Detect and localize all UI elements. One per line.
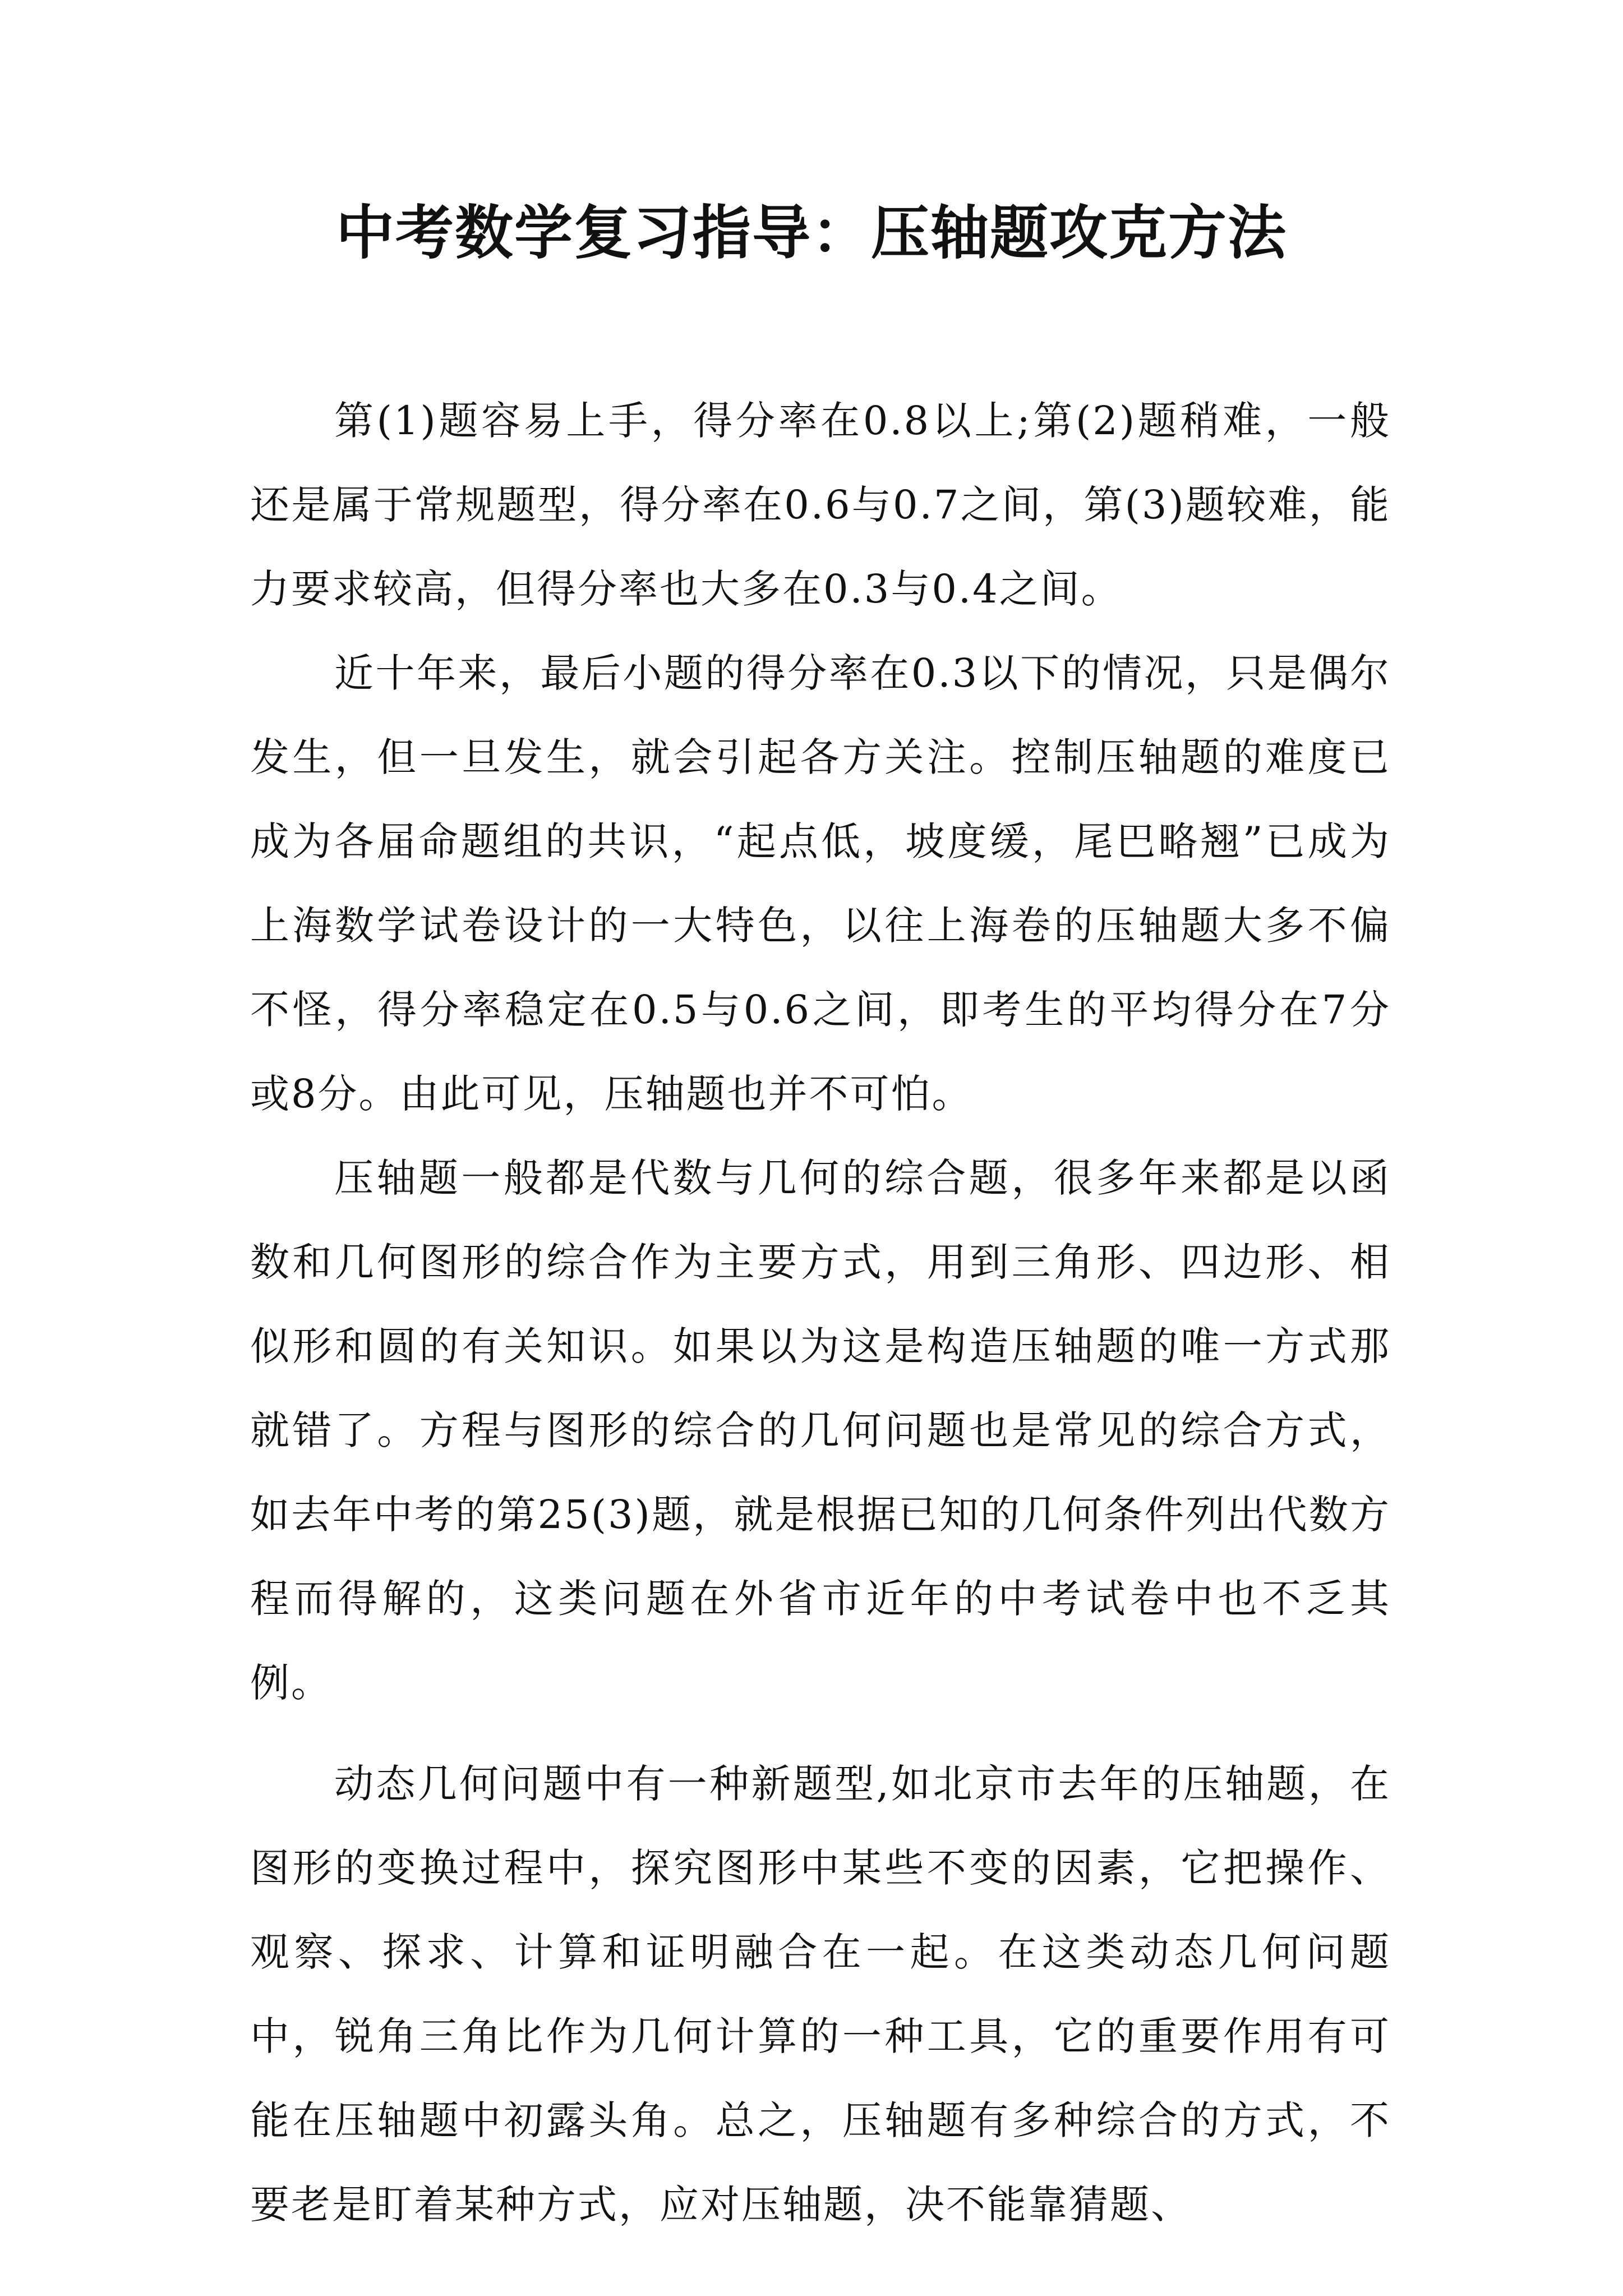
paragraph-1: 第(1)题容易上手，得分率在0.8以上;第(2)题稍难，一般还是属于常规题型，得分率在0.6与0.7之间，第(3)题较难，能力要求较高，但得分率也大多在0.3与0.4之间。 [250,398,1391,612]
document-body [250,379,1391,2247]
paragraph-2: 近十年来，最后小题的得分率在0.3以下的情况，只是偶尔发生，但一旦发生，就会引起各方关注。控制压轴题的难度已成为各届命题组的共识，“起点低，坡度缓，尾巴略翘”已成为上海数学试卷设计的一大特色，以往上海卷的压轴题大多不偏不怪，得分率稳定在0.5与0.6之间，即考生的平均得分在7分或8分。由此可见，压轴题也并不可怕。 [250,650,1391,1117]
document-title: 中考数学复习指导：压轴题攻克方法 [335,198,1287,267]
paragraph-3: 压轴题一般都是代数与几何的综合题，很多年来都是以函数和几何图形的综合作为主要方式，用到三角形、四边形、相似形和圆的有关知识。如果以为这是构造压轴题的唯一方式那就错了。方程与图形的综合的几何问题也是常见的综合方式，如去年中考的第25(3)题，就是根据已知的几何条件列出代数方程而得解的，这类问题在外省市近年的中考试卷中也不乏其例。 [250,1155,1391,1706]
paragraph-4: 动态几何问题中有一种新题型,如北京市去年的压轴题，在图形的变换过程中，探究图形中某些不变的因素，它把操作、观察、探求、计算和证明融合在一起。在这类动态几何问题中，锐角三角比作为几何计算的一种工具，它的重要作用有可能在压轴题中初露头角。总之，压轴题有多种综合的方式，不要老是盯着某种方式，应对压轴题，决不能靠猜题、 [250,1761,1391,2228]
